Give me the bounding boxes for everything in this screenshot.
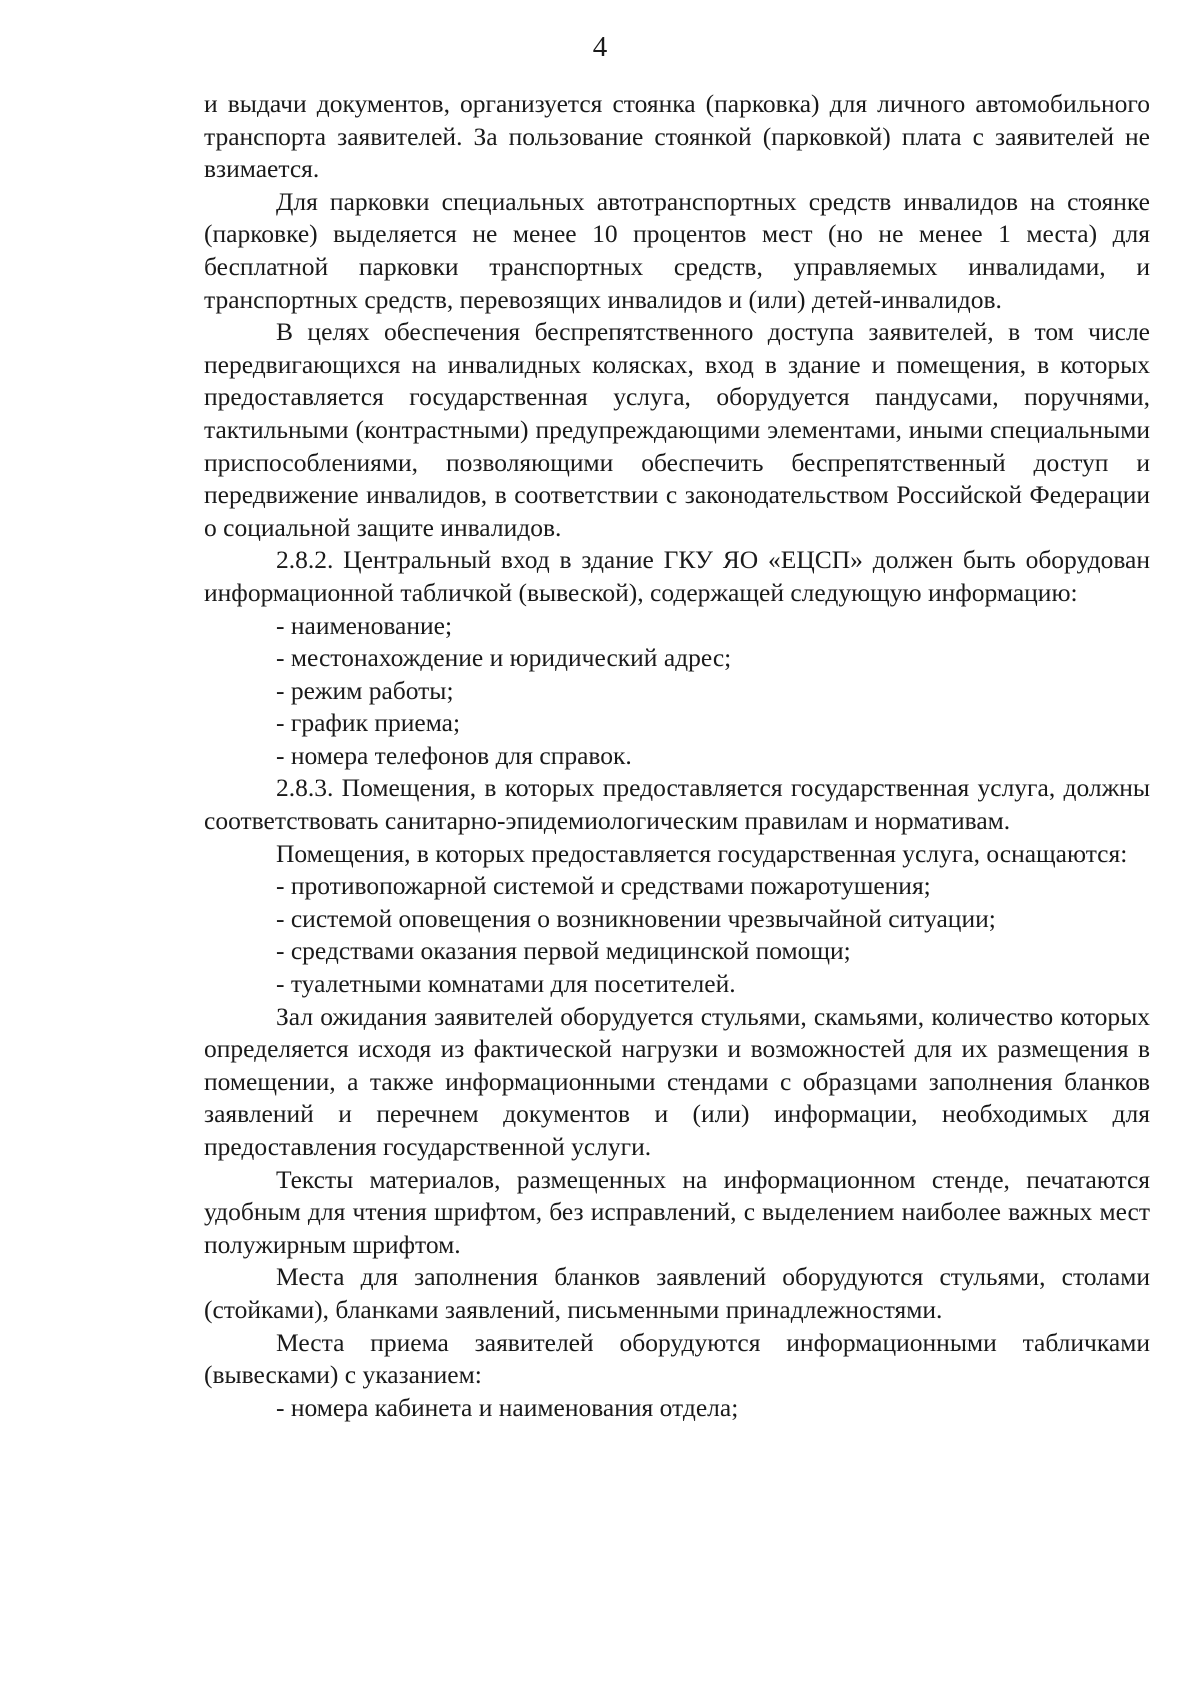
list-item: - туалетными комнатами для посетителей. [276,969,736,999]
list-item: - график приема; [276,708,461,738]
page-number: 4 [592,31,608,63]
paragraph-accessibility: В целях обеспечения беспрепятственного доступа заявителей, в том числе передвигающихся на инвалидных колясках, вход в здание и помещения, в которых предоставляется государственная услуга, оборудуется пандусами, поручнями, тактильными (контрастными) предупреждающими элементами, иными специальными приспособлениями, позволяющими обеспечить беспрепятственный доступ и передвижение инвалидов, в соответствии с законодательством Российской Федерации о социальной защите инвалидов. [204,317,1150,542]
list-item: - номера телефонов для справок. [276,740,632,770]
paragraph-form-filling-places: Места для заполнения бланков заявлений оборудуются стульями, столами (стойками), бланками заявлений, письменными принадлежностями. [204,1262,1150,1324]
paragraph-stand-texts: Тексты материалов, размещенных на информационном стенде, печатаются удобным для чтения шрифтом, без исправлений, с выделением наиболее важных мест полужирным шрифтом. [204,1164,1150,1259]
list-item: - противопожарной системой и средствами пожаротушения; [276,871,931,901]
paragraph-waiting-hall: Зал ожидания заявителей оборудуется стульями, скамьями, количество которых определяется исходя из фактической нагрузки и возможностей для их размещения в помещении, а также информационными стендами с образцами заполнения бланков заявлений и перечнем документов и (или) информации, необходимых для предоставления государственной услуги. [204,1001,1150,1161]
list-item: - номера кабинета и наименования отдела; [276,1392,739,1422]
list-item: - наименование; [276,610,453,640]
paragraph-continuation: и выдачи документов, организуется стоянка (парковка) для личного автомобильного транспорта заявителей. За пользование стоянкой (парковкой) плата с заявителей не взимается. [204,89,1150,184]
document-body [204,88,1150,1424]
paragraph-parking-disabled: Для парковки специальных автотранспортных средств инвалидов на стоянке (парковке) выделяется не менее 10 процентов мест (но не менее 1 места) для бесплатной парковки транспортных средств, управляемых инвалидами, и транспортных средств, перевозящих инвалидов и (или) детей-инвалидов. [204,186,1150,314]
list-item: - системой оповещения о возникновении чрезвычайной ситуации; [276,903,996,933]
list-item: - средствами оказания первой медицинской помощи; [276,936,851,966]
paragraph-premises-equipment: Помещения, в которых предоставляется государственная услуга, оснащаются: [276,838,1128,868]
list-item: - местонахождение и юридический адрес; [276,643,732,673]
paragraph-reception-places: Места приема заявителей оборудуются информационными табличками (вывесками) с указанием: [204,1327,1150,1390]
paragraph-2-8-3: 2.8.3. Помещения, в которых предоставляется государственная услуга, должны соответствовать санитарно-эпидемиологическим правилам и нормативам. [204,773,1150,836]
paragraph-2-8-2: 2.8.2. Центральный вход в здание ГКУ ЯО «ЕЦСП» должен быть оборудован информационной табличкой (вывеской), содержащей следующую информацию: [204,545,1150,607]
list-item: - режим работы; [276,675,454,705]
